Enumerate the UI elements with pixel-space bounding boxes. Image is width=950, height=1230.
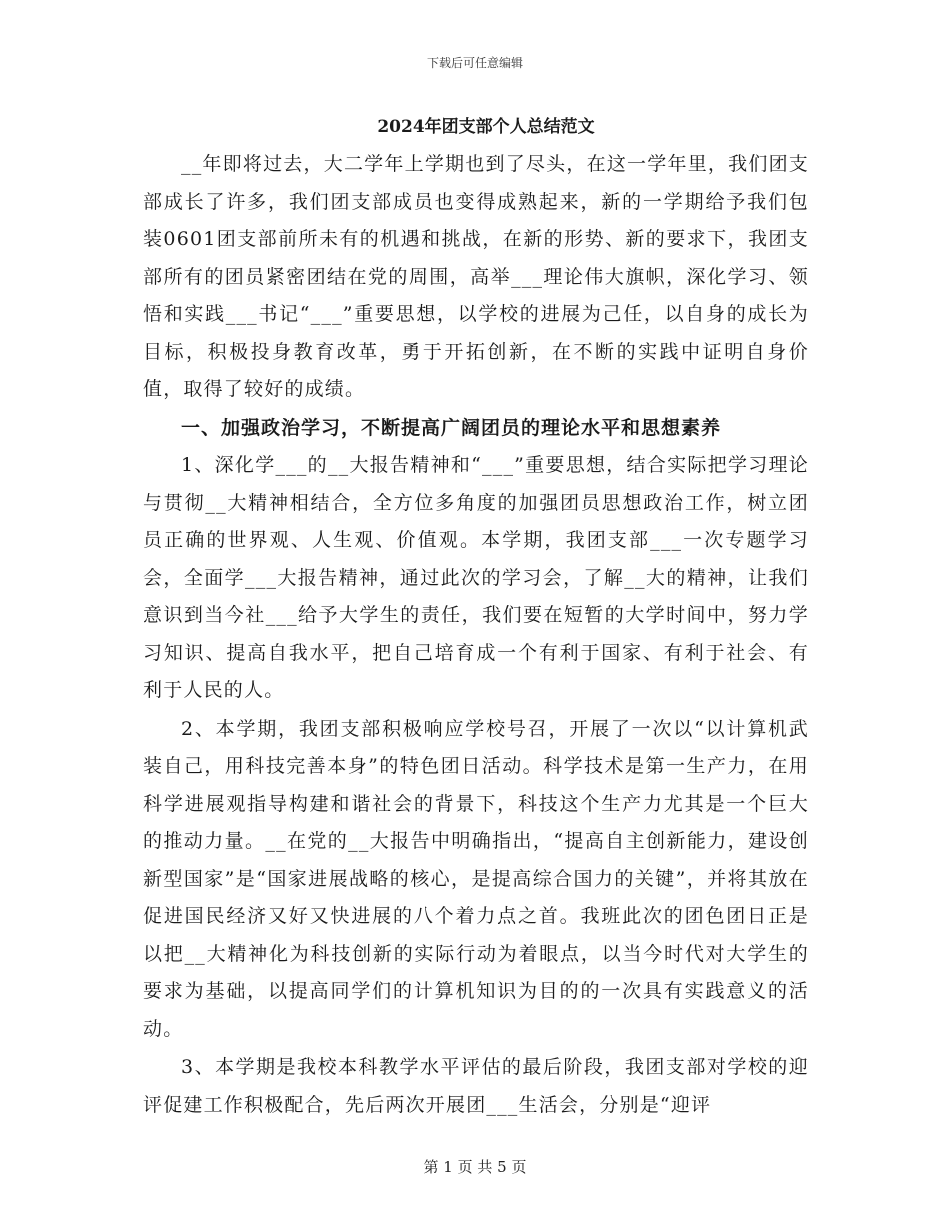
item-paragraph-1: 1、深化学___的__大报告精神和“___”重要思想，结合实际把学习理论与贯彻__大精神相结合，全方位多角度的加强团员思想政治工作，树立团员正确的世界观、人生观、价值观。本学期，我团支部___一次专题学习会，全面学___大报告精神，通过此次的学习会，了解__大的精神，让我们意识到当今社___给予大学生的责任，我们要在短暂的大学时间中，努力学习知识、提高自我水平，把自己培育成一个有利于国家、有利于社会、有利于人民的人。	[143, 454, 809, 701]
item-paragraph-3: 3、本学期是我校本科教学水平评估的最后阶段，我团支部对学校的迎评促建工作积极配合，先后两次开展团___生活会，分别是“迎评	[143, 1056, 809, 1116]
intro-paragraph: __年即将过去，大二学年上学期也到了尽头，在这一学年里，我们团支部成长了许多，我们团支部成员也变得成熟起来，新的一学期给予我们包装0601团支部前所未有的机遇和挑战，在新的形势、新的要求下，我团支部所有的团员紧密团结在党的周围，高举___理论伟大旗帜，深化学习、领悟和实践___书记“___”重要思想，以学校的进展为己任，以自身的成长为目标，积极投身教育改革，勇于开拓创新，在不断的实践中证明自身价值，取得了较好的成绩。	[143, 153, 809, 400]
page-number: 第 1 页 共 5 页	[423, 1158, 527, 1176]
header-note: 下载后可任意编辑	[426, 56, 523, 70]
document-title: 2024年团支部个人总结范文	[377, 117, 595, 137]
item-paragraph-2: 2、本学期，我团支部积极响应学校号召，开展了一次以“以计算机武装自己，用科技完善本身”的特色团日活动。科学技术是第一生产力，在用科学进展观指导构建和谐社会的背景下，科技这个生产力尤其是一个巨大的推动力量。__在党的__大报告中明确指出，“提高自主创新能力，建设创新型国家”是“国家进展战略的核心，是提高综合国力的关键”，并将其放在促进国民经济又好又快进展的八个着力点之首。我班此次的团色团日正是以把__大精神化为科技创新的实际行动为着眼点，以当今时代对大学生的要求为基础，以提高同学们的计算机知识为目的的一次具有实践意义的活动。	[143, 717, 809, 1040]
section-heading: 一、加强政治学习，不断提高广阔团员的理论水平和思想素养	[181, 416, 722, 439]
document-body	[143, 112, 809, 1124]
